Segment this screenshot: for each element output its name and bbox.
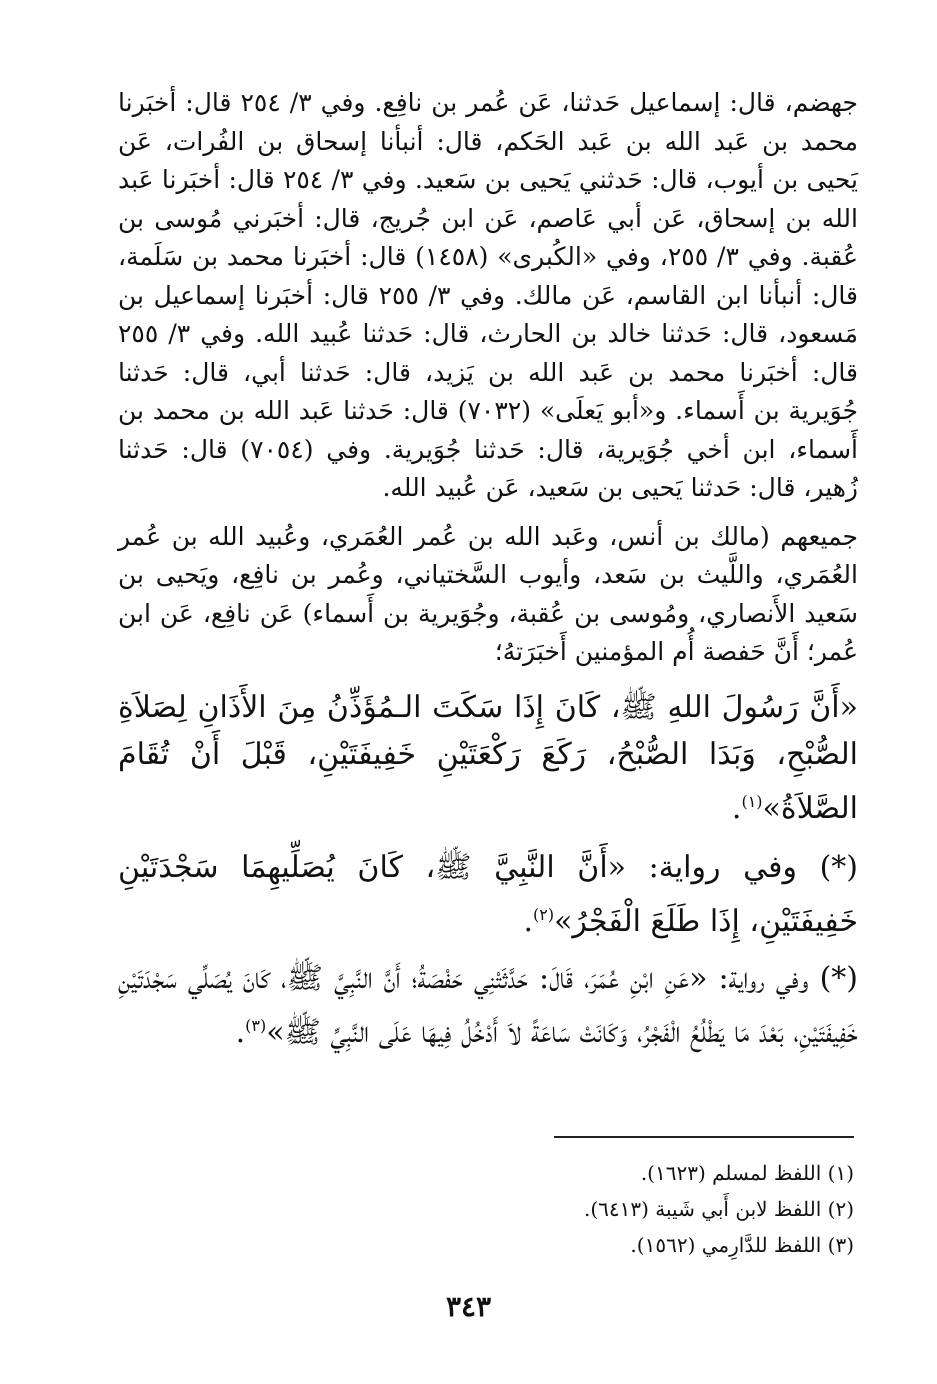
footnote-ref-3: (٣) xyxy=(245,1015,267,1035)
hadith-main-text: «أَنَّ رَسُولَ اللهِ ﷺ، كَانَ إِذَا سَكَتَ الـمُؤَذِّنُ مِنَ الأَذَانِ لِصَلاَةِ الصُّبْحِ، وَبَدَا الصُّبْحُ، رَكَعَ رَكْعَتَيْنِ خَفِيفَتَيْنِ، قَبْلَ أَنْ تُقَامَ الصَّلاَةُ»$^{(١)}$. xyxy=(118,689,858,826)
riwaya-2: (*) وفي رواية: «عَنِ ابْنِ عُمَرَ، قَالَ: حَدَّثَتْنِي حَفْصَةُ؛ أَنَّ النَّبِيَّ ﷺ، كَانَ يُصَلِّي سَجْدَتَيْنِ خَفِيفَتَيْنِ، بَعْدَ مَا يَطْلُعُ الْفَجْرُ، وَكَانَتْ سَاعَةً لاَ أَدْخُلُ فِيهَا عَلَى النَّبِيِّ ﷺ» xyxy=(118,960,858,1050)
footnote-ref-2: (٢) xyxy=(532,904,555,924)
page-number: ٣٤٣ xyxy=(445,1290,492,1323)
riwaya-1: (*) وفي رواية: «أَنَّ النَّبِيَّ ﷺ، كَانَ يُصَلِّيهِمَا سَجْدَتَيْنِ خَفِيفَتَيْنِ، إِذَا طَلَعَ الْفَجْرُ» xyxy=(118,849,858,939)
chain-paragraph: جهضم، قال: إسماعيل حَدثنا، عَن عُمر بن نافِع. وفي ٣/ ٢٥٤ قال: أخبَرنا محمد بن عَبد الله بن عَبد الحَكم، قال: أنبأنا إسحاق بن الفُرات، عَن يَحيى بن أيوب، قال: حَدثني يَحيى بن سَعيد. وفي ٣/ ٢٥٤ قال: أخبَرنا عَبد الله بن إسحاق، عَن أبي عَاصم، عَن ابن جُريج، قال: أخبَرني مُوسى بن عُقبة. وفي ٣/ ٢٥٥، وفي «الكُبرى» (١٤٥٨) قال: أخبَرنا محمد بن سَلَمة، قال: أنبأنا ابن القاسم، عَن مالك. وفي ٣/ ٢٥٥ قال: أخبَرنا إسماعيل بن مَسعود، قال: حَدثنا خالد بن الحارث، قال: حَدثنا عُبيد الله. وفي ٣/ ٢٥٥ قال: أخبَرنا محمد بن عَبد الله بن يَزيد، قال: حَدثنا أبي، قال: حَدثنا جُوَيرية بن أَسماء. و«أبو يَعلَى» (٧٠٣٢) قال: حَدثنا عَبد الله بن محمد بن أَسماء، ابن أخي جُوَيرية، قال: حَدثنا جُوَيرية. وفي (٧٠٥٤) قال: حَدثنا زُهير، قال: حَدثنا يَحيى بن سَعيد، عَن عُبيد الله. xyxy=(118,88,858,502)
footnote-3: (٣) اللفظ للدَّارِمي (١٥٦٢). xyxy=(630,1233,854,1257)
hadith-main: «أَنَّ رَسُولَ اللهِ ﷺ، كَانَ إِذَا سَكَتَ الـمُؤَذِّنُ مِنَ الأَذَانِ لِصَلاَةِ الصُّبْحِ، وَبَدَا الصُّبْحُ، رَكَعَ رَكْعَتَيْنِ خَفِيفَتَيْنِ، قَبْلَ أَنْ تُقَامَ الصَّلاَةُ» xyxy=(118,689,858,826)
footnotes xyxy=(300,1155,854,1263)
footnote-2: (٢) اللفظ لابن أَبي شَيبة (٦٤١٣). xyxy=(583,1197,854,1221)
footnote-1: (١) اللفظ لمسلم (١٦٢٣). xyxy=(640,1161,854,1185)
page-body xyxy=(118,84,858,1056)
isnad-section xyxy=(118,84,858,672)
footnote-ref-1: (١) xyxy=(741,791,763,811)
hadith-section xyxy=(118,684,858,1056)
narrators-paragraph: جميعهم (مالك بن أنس، وعَبد الله بن عُمر العُمَري، وعُبيد الله بن عُمر العُمَري، واللَّيث بن سَعد، وأيوب السَّختياني، وعُمر بن نافِع، ويَحيى بن سَعيد الأَنصاري، ومُوسى بن عُقبة، وجُوَيرية بن أَسماء) عَن نافِع، عَن ابن عُمر؛ أَنَّ حَفصة أُم المؤمنين أَخبَرَتهُ؛ xyxy=(118,521,858,666)
riwaya-2-text: (*) وفي رواية: «عَنِ ابْنِ عُمَرَ، قَالَ: حَدَّثَتْنِي حَفْصَةُ؛ أَنَّ النَّبِيَّ ﷺ، كَانَ يُصَلِّي سَجْدَتَيْنِ خَفِيفَتَيْنِ، بَعْدَ مَا يَطْلُعُ الْفَجْرُ، وَكَانَتْ سَاعَةً لاَ أَدْخُلُ فِيهَا عَلَى النَّبِيِّ ﷺ»$^{(٣)}$. xyxy=(118,960,858,1050)
footnote-divider xyxy=(554,1136,854,1138)
riwaya-1-text: (*) وفي رواية: «أَنَّ النَّبِيَّ ﷺ، كَانَ يُصَلِّيهِمَا سَجْدَتَيْنِ خَفِيفَتَيْنِ، إِذَا طَلَعَ الْفَجْرُ»$^{(٢)}$. xyxy=(118,849,858,939)
